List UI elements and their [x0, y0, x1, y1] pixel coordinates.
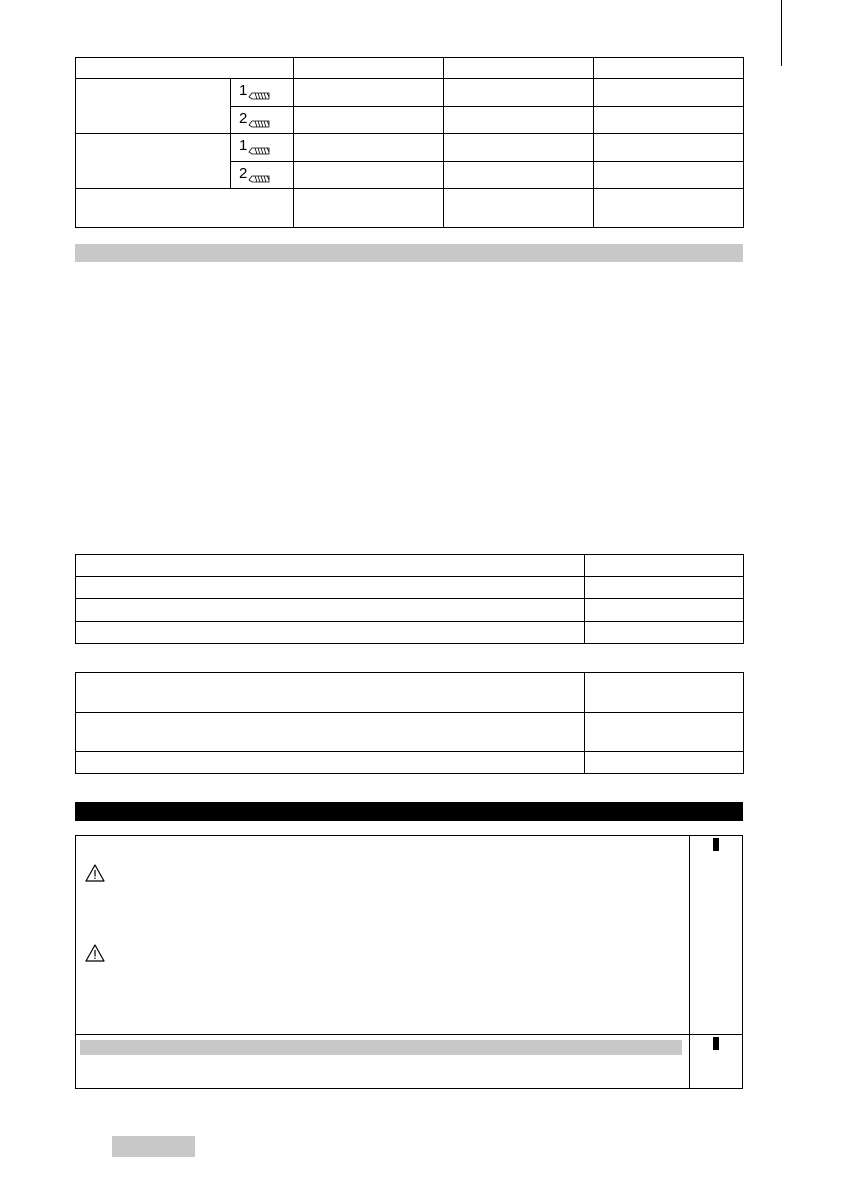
header-cell [294, 58, 444, 79]
table-cell [585, 555, 744, 577]
table-cell [76, 577, 585, 599]
drill-bit-icon [248, 91, 270, 100]
table-cell [76, 189, 294, 228]
table-cell [294, 79, 444, 107]
gear-number: 2 [239, 164, 248, 182]
table-cell [594, 162, 744, 189]
black-marker [713, 838, 719, 851]
table-cell [585, 599, 744, 622]
table-cell [585, 577, 744, 599]
table-cell [294, 189, 444, 228]
gear-number: 2 [239, 109, 248, 127]
gear-cell [231, 79, 294, 107]
grey-highlight-bar [80, 1040, 682, 1055]
spec-table [75, 554, 744, 644]
drill-bit-icon [248, 174, 270, 183]
crop-mark [781, 0, 782, 66]
table-cell [294, 134, 444, 162]
table-cell [444, 189, 594, 228]
noise-table [75, 672, 744, 774]
table-cell [76, 599, 585, 622]
header-cell [444, 58, 594, 79]
table-row [76, 134, 744, 162]
table-row [76, 673, 744, 713]
warning-box-divider-vertical [689, 835, 690, 1088]
group-label-cell [76, 79, 231, 134]
table-cell [294, 107, 444, 134]
table-row [76, 79, 744, 107]
section-heading-black-bar [75, 802, 743, 821]
table-cell [76, 752, 585, 774]
warning-box-divider-horizontal [75, 1034, 743, 1035]
table-cell [76, 622, 585, 644]
section-heading-bar [75, 244, 743, 262]
table-row [76, 599, 744, 622]
table-cell [76, 555, 585, 577]
table-header-row [76, 58, 744, 79]
table-cell [76, 673, 585, 713]
table-cell [585, 673, 744, 713]
table-row [76, 713, 744, 752]
table-cell [444, 79, 594, 107]
table-cell [594, 189, 744, 228]
group-label-cell [76, 134, 231, 189]
table-cell [585, 713, 744, 752]
table-cell [585, 752, 744, 774]
drill-bit-icon [248, 119, 270, 128]
header-cell [76, 58, 294, 79]
warning-triangle-icon [85, 944, 105, 962]
table-row [76, 622, 744, 644]
gear-cell [231, 107, 294, 134]
table-row [76, 555, 744, 577]
table-cell [444, 134, 594, 162]
table-row [76, 752, 744, 774]
table-row [76, 577, 744, 599]
table-cell [444, 107, 594, 134]
black-marker [713, 1037, 719, 1050]
warning-triangle-icon [85, 864, 105, 882]
table-cell [594, 134, 744, 162]
footer-tab [112, 1136, 195, 1157]
drill-bit-icon [248, 146, 270, 155]
table-cell [594, 107, 744, 134]
table-cell [294, 162, 444, 189]
table-cell [594, 79, 744, 107]
gear-number: 1 [239, 82, 248, 99]
gear-number: 1 [239, 137, 248, 154]
table-cell [76, 713, 585, 752]
header-cell [594, 58, 744, 79]
gear-cell [231, 162, 294, 189]
table-cell [444, 162, 594, 189]
table-cell [585, 622, 744, 644]
table-row [76, 189, 744, 228]
speed-table [75, 57, 744, 228]
gear-cell [231, 134, 294, 162]
